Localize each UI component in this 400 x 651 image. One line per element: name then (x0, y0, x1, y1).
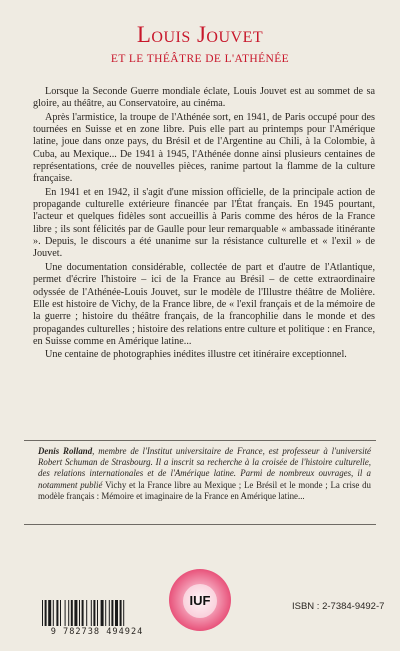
divider-top (24, 440, 376, 441)
divider-bottom (24, 524, 376, 525)
author-bio-text: , membre de l'Institut universitaire de France, est professeur à l'université Robert Schuman de Strasbourg. Il a inscrit sa recherche à la croisée de l'histoire culturelle, des relations internationales et de l'Amérique latine. Parmi de nombreux ouvrages, il a notamment publié (38, 446, 371, 490)
book-subtitle: ET LE THÉÂTRE DE L'ATHÉNÉE (110, 53, 290, 65)
author-works: Vichy et la France libre au Mexique ; Le Brésil et le monde ; La crise du modèle français : Mémoire et imaginaire de la France en Amérique latine... (38, 479, 371, 501)
author-name: Denis Rolland (38, 446, 93, 456)
author-bio (38, 446, 371, 502)
blurb-paragraph-2: Après l'armistice, la troupe de l'Athénée sort, en 1941, de Paris occupé pour des tournées en Suisse et en zone libre. Puis elle part au printemps pour l'Amérique latine, joue dans onze pays, du Brésil et de l'Argentine au Chili, à la Colombie, à Cuba, au Mexique... De 1941 à 1945, l'Athénée donne ainsi plusieurs centaines de représentations, crée de nouvelles pièces, ranime partout la flamme de la culture française. (33, 111, 375, 185)
blurb (33, 86, 375, 362)
iuf-logo (167, 567, 233, 633)
blurb-paragraph-1: Lorsque la Seconde Guerre mondiale éclate, Louis Jouvet est au sommet de sa gloire, au théâtre, au Conservatoire, au cinéma. (33, 86, 375, 110)
barcode-number: 9 782738 494924 (50, 627, 144, 637)
blurb-paragraph-3: En 1941 et en 1942, il s'agit d'une mission officielle, de la principale action de propagande culturelle extérieure financée par l'État français. En 1945 pourtant, l'acteur et quelques fidèles sont accueillis à Paris comme des héros de la France libre ; ils sont félicités par de Gaulle pour leur remarquable « ambassade itinérante ». Depuis, le discours a été unanime sur la résistance culturelle et « l'exil » de Jouvet. (33, 186, 375, 260)
svg-text:IUF: IUF (189, 593, 211, 608)
barcode (40, 600, 152, 626)
book-title: Louis Jouvet (136, 22, 264, 47)
blurb-paragraph-5: Une centaine de photographies inédites illustre cet itinéraire exceptionnel. (45, 349, 347, 361)
blurb-paragraph-4: Une documentation considérable, collectée de part et d'autre de l'Atlantique, permet d'écrire l'histoire – ici de la France au Brésil – de cette extraordinaire odyssée de l'Athénée-Louis Jouvet, sur le modèle de l'Illustre théâtre de Molière. Elle est histoire de Vichy, de la France libre, de « l'exil français et de la mémoire de la guerre ; histoire du théâtre français, de la francophilie dans le monde et des propagandes culturelles ; histoire des relations entre culture et politique : en France, en Suisse comme en Amérique latine... (33, 261, 375, 347)
isbn: ISBN : 2-7384-9492-7 (292, 601, 385, 612)
